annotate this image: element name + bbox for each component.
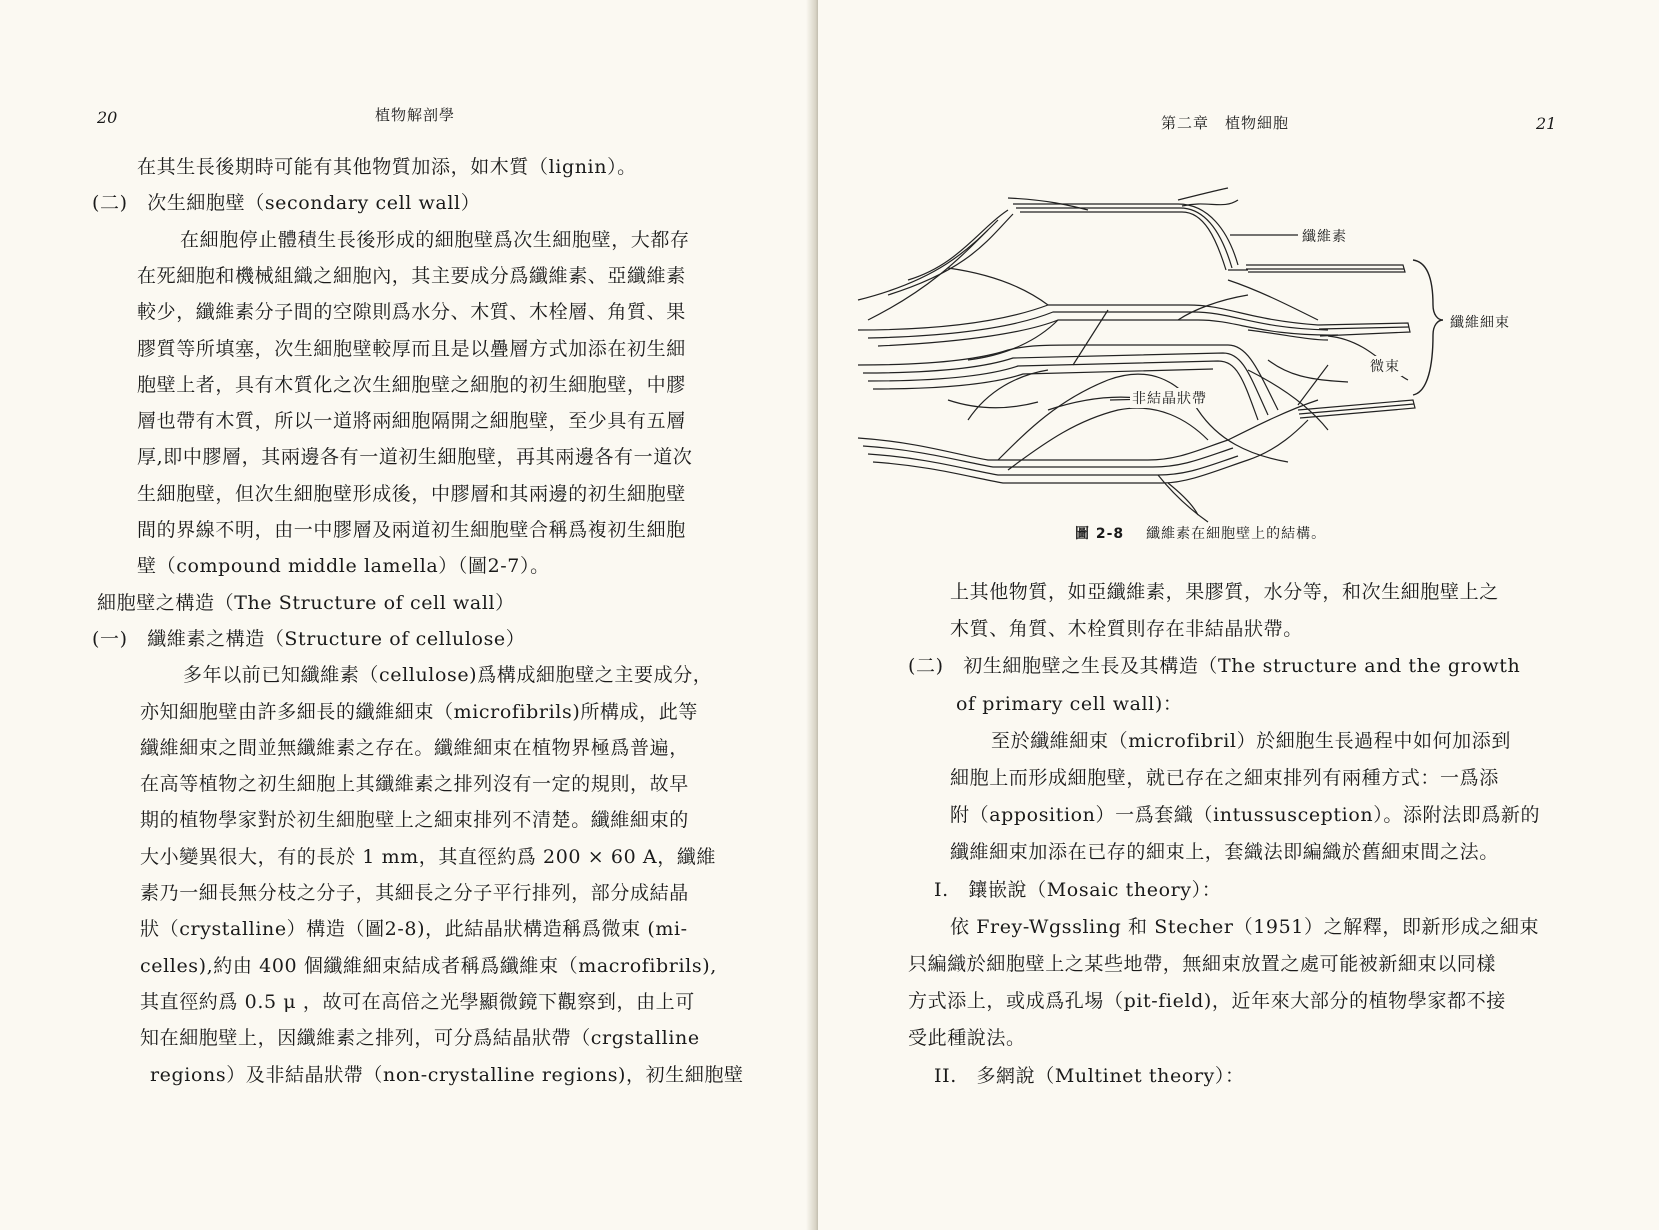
text-line: 厚,即中膠層，其兩邊各有一道初生細胞壁，再其兩邊各有一道次 xyxy=(137,446,693,469)
text-line: 細胞上而形成細胞壁，就已存在之細束排列有兩種方式：一爲添 xyxy=(950,767,1499,789)
running-head-left: 植物解剖學 xyxy=(375,106,456,124)
text-line: 多年以前已知纖維素（cellulose)爲構成細胞壁之主要成分， xyxy=(183,664,713,687)
text-line: 胞壁上者，具有木質化之次生細胞壁之細胞的初生細胞壁，中膠 xyxy=(137,373,686,396)
label-micelle: 微束 xyxy=(1368,356,1402,376)
page-number-right: 21 xyxy=(1536,114,1557,133)
text-line: 間的界線不明，由一中膠層及兩道初生細胞壁合稱爲複初生細胞 xyxy=(137,519,686,541)
text-line: 木質、角質、木栓質則存在非結晶狀帶。 xyxy=(950,618,1303,641)
text-line: 只編織於細胞壁上之某些地帶，無細束放置之處可能被新細束以同樣 xyxy=(908,953,1497,975)
text-line: 纖維細束之間並無纖維素之存在。纖維細束在植物界極爲普遍， xyxy=(140,736,689,759)
running-head-right: 第二章 植物細胞 xyxy=(1161,114,1290,132)
text-line: (一) 纖維素之構造（Structure of cellulose） xyxy=(92,627,526,650)
text-line: of primary cell wall)： xyxy=(956,692,1183,715)
text-line: 方式添上，或成爲孔埸（pit-field)，近年來大部分的植物學家都不接 xyxy=(908,990,1506,1013)
text-line: 知在細胞壁上，因纖維素之排列，可分爲結晶狀帶（crgstalline xyxy=(140,1027,700,1050)
text-line: 細胞壁之構造（The Structure of cell wall） xyxy=(97,591,515,614)
right-page xyxy=(818,0,1659,1230)
text-line: (二) 初生細胞壁之生長及其構造（The structure and the growth xyxy=(908,655,1521,678)
text-line: 層也帶有木質，所以一道將兩細胞隔開之細胞壁，至少具有五層 xyxy=(137,410,686,433)
text-line: celles),約由 400 個纖維細束結成者稱爲纖維束（macrofibrils), xyxy=(140,954,717,977)
figure-caption-text: 纖維素在細胞壁上的結構。 xyxy=(1146,526,1327,542)
text-line: 纖維細束加添在已存的細束上，套織法即編織於舊細束間之法。 xyxy=(950,841,1499,864)
text-line: 上其他物質，如亞纖維素，果膠質，水分等，和次生細胞壁上之 xyxy=(950,581,1499,603)
text-line: 在死細胞和機械組織之細胞內，其主要成分爲纖維素、亞纖維素 xyxy=(137,264,686,287)
page-number-left: 20 xyxy=(97,108,118,127)
text-line: 膠質等所填塞，次生細胞壁較厚而且是以疊層方式加添在初生細 xyxy=(137,337,686,360)
text-line: 受此種說法。 xyxy=(908,1027,1026,1050)
text-line: 較少，纖維素分子間的空隙則爲水分、木質、木栓層、角質、果 xyxy=(137,301,686,324)
text-line: 在其生長後期時可能有其他物質加添，如木質（lignin）。 xyxy=(137,156,637,178)
figure-number: 圖 2-8 xyxy=(1075,526,1125,542)
text-line: 在高等植物之初生細胞上其纖維素之排列沒有一定的規則，故早 xyxy=(140,773,689,796)
text-line: I. 鑲嵌說（Mosaic theory）： xyxy=(934,878,1222,901)
text-line: 至於纖維細束（microfibril）於細胞生長過程中如何加添到 xyxy=(991,729,1511,752)
label-noncrystalline-region: 非結晶狀帶 xyxy=(1130,388,1209,408)
label-microfibril-bundle: 纖維細束 xyxy=(1448,312,1512,332)
text-line: 素乃一細長無分枝之分子，其細長之分子平行排列，部分成結晶 xyxy=(140,882,689,904)
text-line: 壁（compound middle lamella）（圖2-7）。 xyxy=(137,555,550,578)
text-line: 亦知細胞壁由許多細長的纖維細束（microfibrils)所構成，此等 xyxy=(140,700,698,723)
text-line: 依 Frey-Wgssling 和 Stecher（1951）之解釋，即新形成之細束 xyxy=(950,915,1540,938)
text-line: 大小變異很大，有的長於 1 mm，其直徑約爲 200 × 60 A，纖維 xyxy=(140,845,717,868)
text-line: regions）及非結晶狀帶（non-crystalline regions)，初生細胞壁 xyxy=(150,1063,744,1086)
text-line: 狀（crystalline）構造（圖2-8)，此結晶狀構造稱爲微束 (mi- xyxy=(140,918,688,941)
text-line: 其直徑約爲 0.5 μ ，故可在高倍之光學顯微鏡下觀察到，由上可 xyxy=(140,990,695,1013)
text-line: 期的植物學家對於初生細胞壁上之細束排列不清楚。纖維細束的 xyxy=(140,809,689,832)
text-line: (二) 次生細胞壁（secondary cell wall） xyxy=(92,192,481,215)
text-line: II. 多網說（Multinet theory）： xyxy=(934,1064,1245,1087)
text-line: 生細胞壁，但次生細胞壁形成後，中膠層和其兩邊的初生細胞壁 xyxy=(137,482,686,505)
figure-caption xyxy=(1075,523,1326,543)
left-page xyxy=(0,0,815,1230)
text-line: 附（apposition）一爲套織（intussusception）。添附法即爲新的 xyxy=(950,804,1541,827)
label-cellulose: 纖維素 xyxy=(1300,226,1349,246)
text-line: 在細胞停止體積生長後形成的細胞壁爲次生細胞壁，大都存 xyxy=(180,228,690,251)
cellulose-structure-diagram xyxy=(848,170,1548,530)
